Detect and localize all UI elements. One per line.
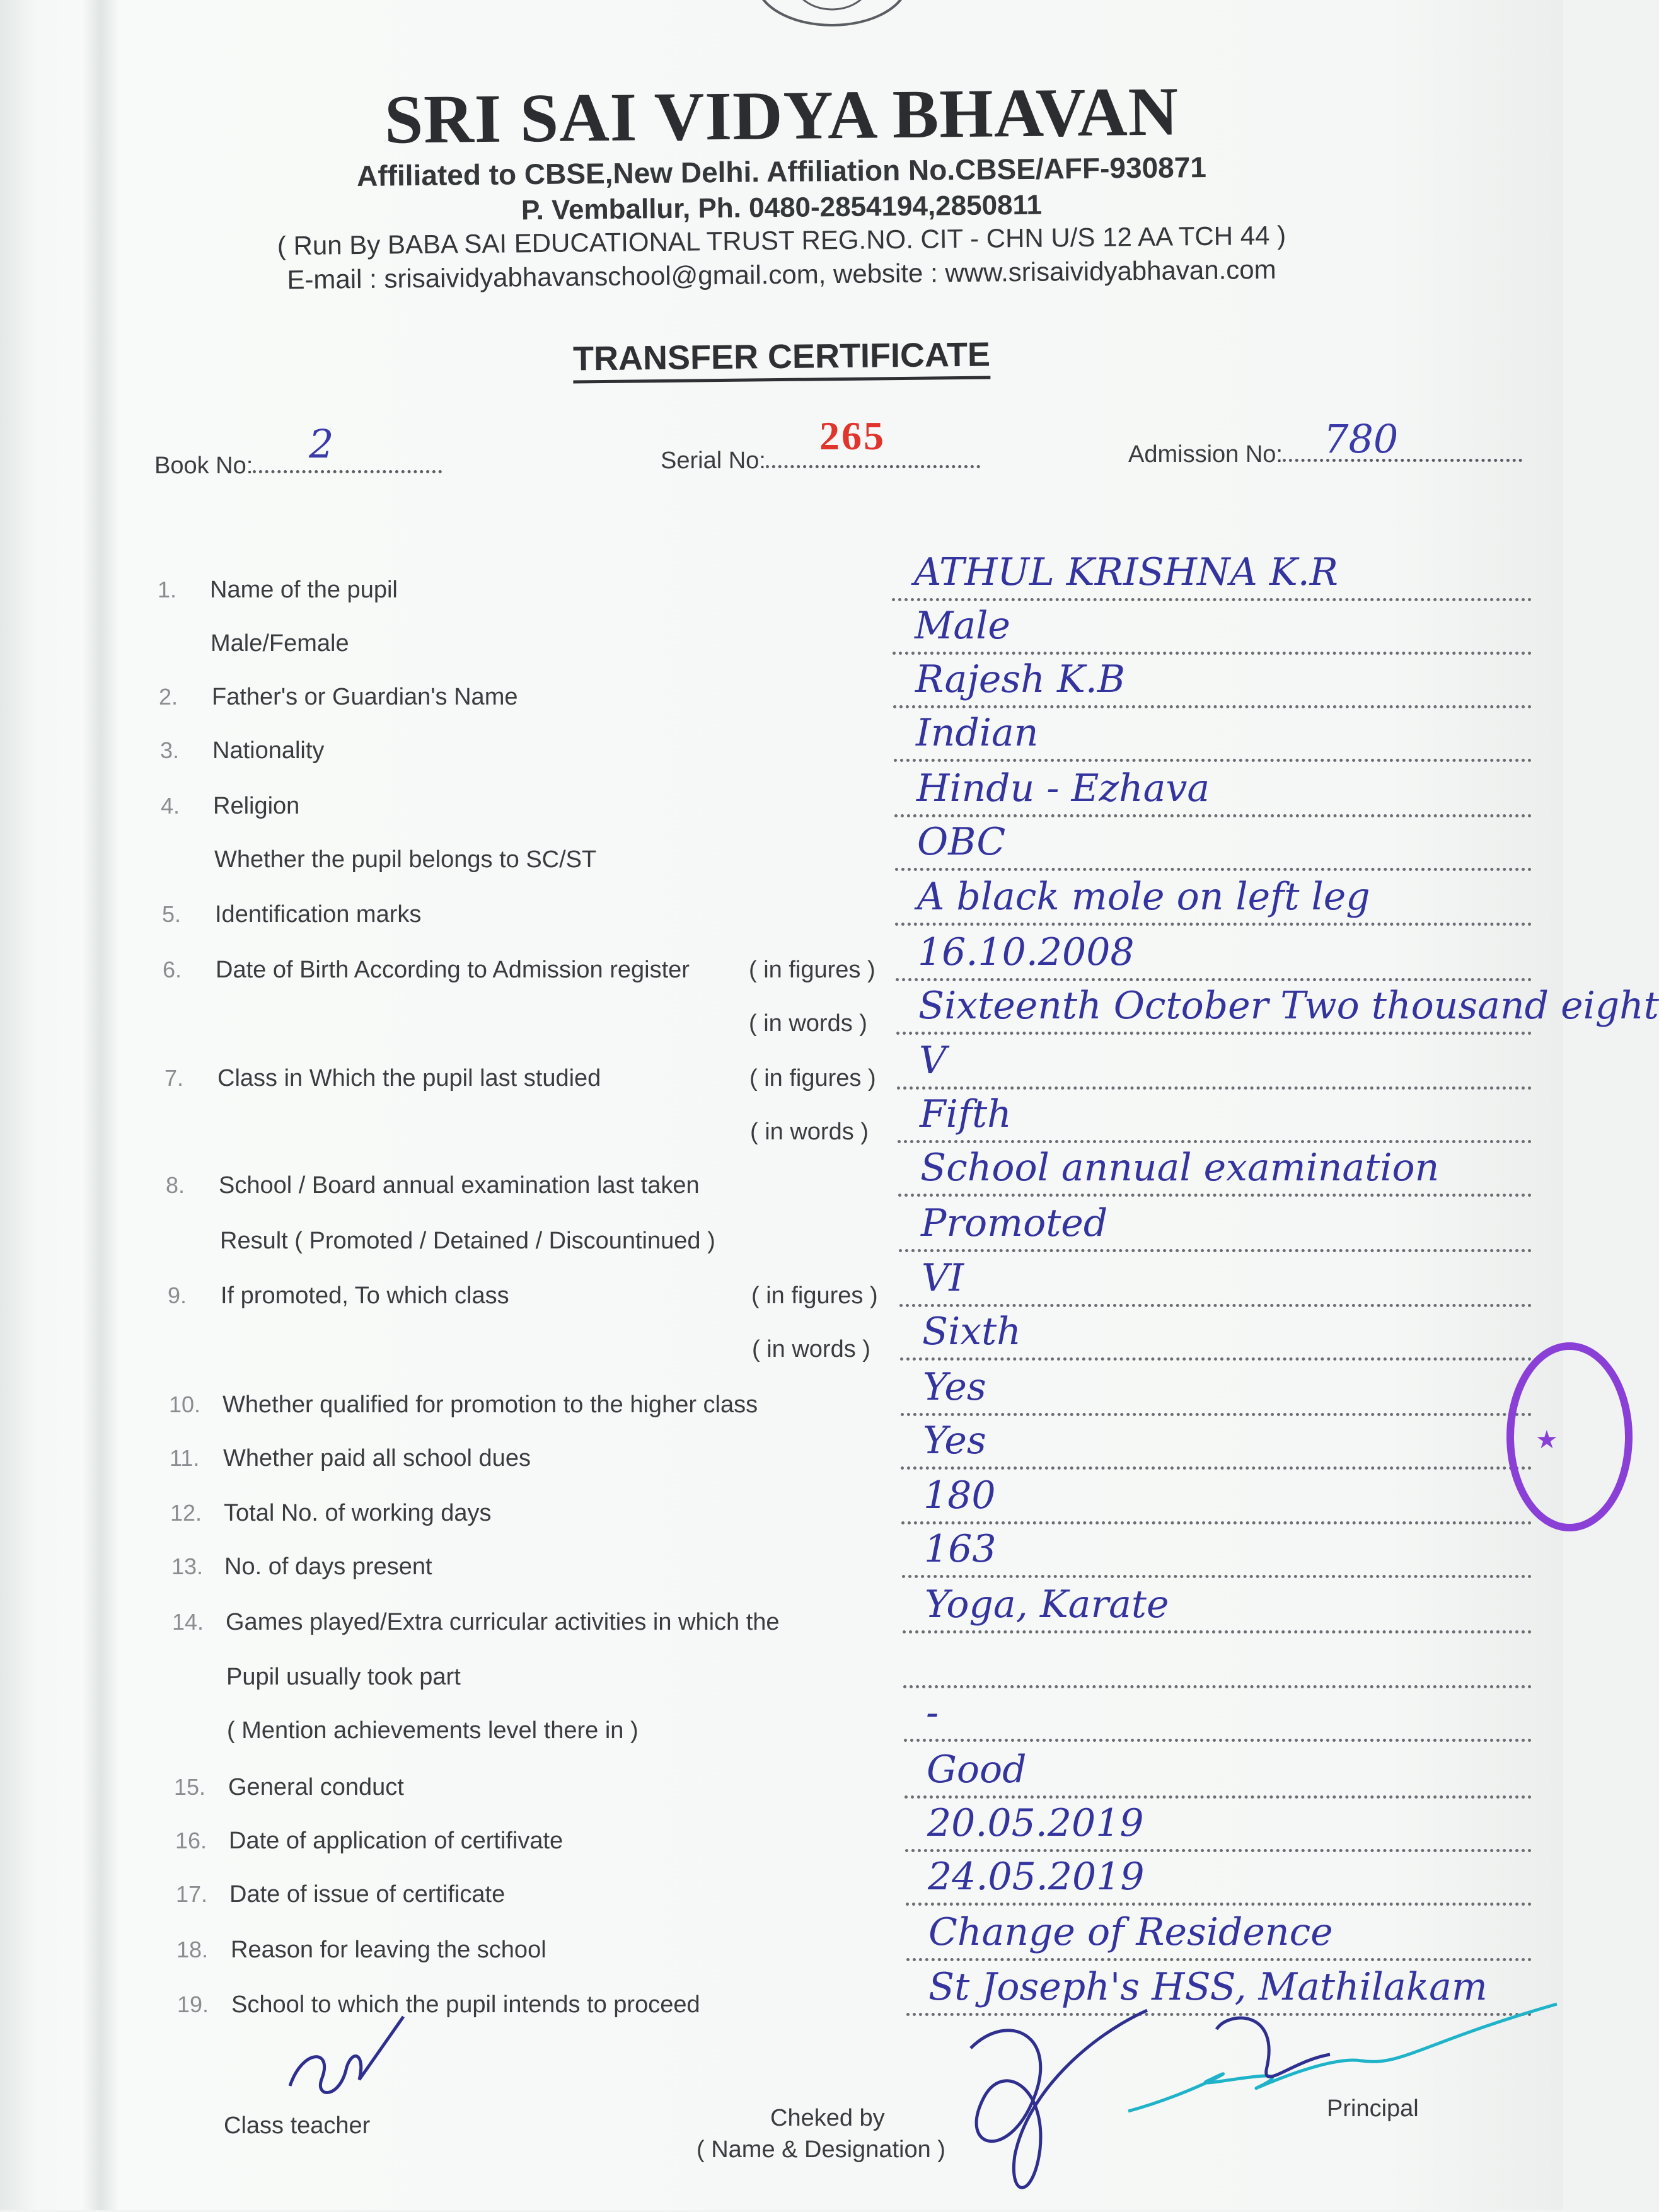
field-answer-line — [896, 978, 1532, 981]
admission-no-value: 780 — [1324, 416, 1399, 462]
field-handwritten-value: - — [926, 1691, 939, 1735]
school-name: SRI SAI VIDYA BHAVAN — [384, 72, 1179, 158]
field-row — [0, 1748, 1563, 1824]
field-answer-line — [901, 1521, 1532, 1524]
field-row — [0, 1473, 1563, 1550]
field-handwritten-value: VI — [922, 1256, 964, 1300]
field-number: 7. — [165, 1065, 184, 1091]
field-answer-line — [904, 1739, 1532, 1742]
field-sub-label: ( in figures ) — [749, 957, 876, 983]
serial-no-label: Serial No: — [661, 447, 766, 474]
book-no — [154, 452, 442, 480]
field-handwritten-value: St Joseph's HSS, Mathilakam — [928, 1965, 1488, 2009]
field-label: ( Mention achievements level there in ) — [227, 1717, 639, 1744]
field-sub-label: ( in words ) — [749, 1010, 867, 1037]
field-label: No. of days present — [224, 1553, 432, 1580]
field-number: 14. — [172, 1609, 204, 1635]
field-row — [0, 1582, 1563, 1659]
field-answer-line — [906, 1958, 1532, 1961]
field-label: Whether qualified for promotion to the higher class — [223, 1391, 758, 1418]
field-handwritten-value: Yoga, Karate — [925, 1582, 1169, 1627]
field-answer-line — [895, 923, 1532, 926]
serial-no-line — [766, 465, 980, 468]
field-number: 16. — [175, 1828, 207, 1853]
field-answer-line — [901, 1466, 1532, 1470]
trust-line: ( Run By BABA SAI EDUCATIONAL TRUST REG.NO. CIT - CHN U/S 12 AA TCH 44 ) — [277, 220, 1286, 261]
field-handwritten-value: Fifth — [920, 1092, 1012, 1136]
admission-no-line — [1283, 459, 1522, 462]
field-handwritten-value: Promoted — [921, 1201, 1108, 1245]
field-label: Games played/Extra curricular activities in which the — [226, 1609, 780, 1635]
field-label: If promoted, To which class — [221, 1282, 509, 1309]
field-label: Identification marks — [215, 901, 422, 928]
school-stamp — [1506, 1342, 1633, 1531]
field-row — [0, 1310, 1563, 1386]
field-answer-line — [893, 652, 1532, 655]
field-handwritten-value: Change of Residence — [928, 1910, 1333, 1954]
field-answer-line — [894, 759, 1532, 762]
field-label: School / Board annual examination last taken — [219, 1172, 700, 1199]
field-number: 17. — [176, 1881, 208, 1907]
field-row — [0, 766, 1563, 843]
field-label: Total No. of working days — [224, 1500, 492, 1526]
school-emblem-logo — [737, 0, 927, 32]
field-answer-line — [902, 1575, 1532, 1578]
field-number: 15. — [174, 1774, 206, 1800]
field-label: Father's or Guardian's Name — [212, 684, 518, 710]
field-label: Whether the pupil belongs to SC/ST — [214, 846, 597, 873]
certificate-title-text: TRANSFER CERTIFICATE — [573, 336, 991, 384]
field-number: 3. — [160, 737, 180, 763]
field-handwritten-value: V — [919, 1039, 947, 1083]
field-number: 8. — [166, 1172, 185, 1198]
book-no-label: Book No: — [154, 452, 253, 479]
field-answer-line — [895, 868, 1532, 871]
field-answer-line — [893, 705, 1532, 708]
field-label: Nationality — [212, 737, 325, 764]
field-row — [0, 1664, 1563, 1714]
field-answer-line — [903, 1630, 1532, 1633]
field-answer-line — [898, 1140, 1532, 1143]
field-handwritten-value: Yes — [923, 1419, 986, 1463]
field-label: Date of Birth According to Admission register — [216, 957, 690, 983]
field-handwritten-value: Hindu - Ezhava — [916, 766, 1210, 810]
field-answer-line — [905, 1795, 1532, 1799]
field-label: Result ( Promoted / Detained / Discountinued ) — [220, 1228, 715, 1254]
field-handwritten-value: 163 — [924, 1527, 997, 1571]
contact-line: E-mail : srisaividyabhavanschool@gmail.com, website : www.srisaividyabhavan.com — [287, 254, 1276, 295]
field-answer-line — [899, 1249, 1532, 1252]
field-number: 10. — [169, 1391, 201, 1417]
class-teacher-signature — [277, 2010, 416, 2117]
book-no-value: 2 — [309, 421, 334, 467]
field-number: 4. — [161, 793, 180, 819]
field-row — [0, 1146, 1563, 1223]
class-teacher-label: Class teacher — [224, 2112, 371, 2139]
field-row — [0, 1039, 1563, 1115]
field-answer-line — [894, 814, 1532, 817]
field-row — [0, 1201, 1563, 1278]
field-label: General conduct — [228, 1774, 404, 1800]
field-row — [0, 1419, 1563, 1495]
field-answer-line — [900, 1357, 1532, 1361]
field-row — [0, 1256, 1563, 1333]
field-label: Male/Female — [211, 630, 349, 657]
stamp-star-icon: ★ — [1535, 1426, 1558, 1454]
field-row — [0, 875, 1563, 952]
address-line: P. Vemballur, Ph. 0480-2854194,2850811 — [521, 189, 1043, 226]
field-number: 1. — [158, 577, 177, 602]
field-row — [0, 984, 1659, 1061]
field-number: 19. — [177, 1991, 209, 2017]
field-sub-label: ( in figures ) — [751, 1282, 878, 1309]
field-row — [0, 604, 1563, 681]
field-label: Date of application of certifivate — [229, 1828, 564, 1854]
field-handwritten-value: Sixteenth October Two thousand eight — [918, 984, 1659, 1028]
field-label: Religion — [213, 793, 300, 819]
field-answer-line — [897, 1086, 1532, 1090]
field-answer-line — [903, 1685, 1532, 1688]
field-number: 9. — [168, 1282, 187, 1308]
certificate-title — [0, 329, 1563, 384]
field-row — [0, 550, 1563, 627]
field-number: 13. — [171, 1553, 204, 1579]
affiliation-line: Affiliated to CBSE,New Delhi. Affiliation No.CBSE/AFF-930871 — [356, 150, 1207, 193]
field-number: 5. — [162, 901, 182, 927]
field-answer-line — [905, 1849, 1532, 1852]
field-answer-line — [896, 1032, 1532, 1035]
field-label: Name of the pupil — [210, 577, 398, 603]
field-handwritten-value: 16.10.2008 — [918, 930, 1135, 974]
field-handwritten-value: School annual examination — [920, 1146, 1440, 1190]
field-row — [0, 1365, 1563, 1442]
book-no-line — [253, 470, 442, 473]
field-handwritten-value: Good — [927, 1748, 1027, 1792]
field-handwritten-value: ATHUL KRISHNA K.R — [914, 550, 1338, 594]
field-row — [0, 1691, 1563, 1768]
checked-by-label: Cheked by — [770, 2105, 885, 2131]
field-answer-line — [901, 1413, 1532, 1416]
field-label: Date of issue of certificate — [229, 1881, 506, 1908]
field-row — [0, 711, 1563, 788]
field-handwritten-value: 24.05.2019 — [928, 1855, 1145, 1899]
principal-label: Principal — [1327, 2095, 1419, 2122]
field-answer-line — [892, 598, 1532, 601]
field-row — [0, 1527, 1563, 1604]
admission-no-label: Admission No: — [1128, 441, 1283, 468]
field-handwritten-value: OBC — [917, 820, 1006, 864]
checked-by-sub-label: ( Name & Designation ) — [697, 2136, 945, 2163]
serial-no-value: 265 — [819, 413, 886, 458]
field-label: School to which the pupil intends to proceed — [231, 1991, 700, 2018]
field-label: Whether paid all school dues — [223, 1445, 531, 1472]
field-handwritten-value: 180 — [923, 1473, 996, 1518]
field-answer-line — [899, 1304, 1532, 1307]
field-label: Class in Which the pupil last studied — [217, 1065, 601, 1092]
field-number: 18. — [176, 1937, 209, 1962]
field-label: Pupil usually took part — [226, 1664, 461, 1690]
field-handwritten-value: 20.05.2019 — [927, 1801, 1144, 1845]
field-handwritten-value: Sixth — [922, 1310, 1021, 1354]
field-handwritten-value: Male — [915, 604, 1010, 648]
field-answer-line — [906, 1903, 1532, 1906]
field-number: 11. — [170, 1445, 200, 1471]
field-handwritten-value: Indian — [916, 711, 1039, 755]
field-number: 12. — [170, 1500, 202, 1526]
field-sub-label: ( in figures ) — [749, 1065, 876, 1092]
field-sub-label: ( in words ) — [750, 1119, 869, 1145]
field-sub-label: ( in words ) — [752, 1336, 870, 1362]
field-answer-line — [898, 1194, 1532, 1197]
field-label: Reason for leaving the school — [231, 1937, 546, 1963]
field-number: 2. — [159, 684, 178, 710]
field-number: 6. — [163, 957, 182, 982]
field-handwritten-value: A black mole on left leg — [917, 875, 1370, 919]
field-row — [0, 1801, 1563, 1878]
field-row — [0, 657, 1563, 734]
field-handwritten-value: Yes — [923, 1365, 986, 1409]
field-handwritten-value: Rajesh K.B — [915, 657, 1125, 701]
